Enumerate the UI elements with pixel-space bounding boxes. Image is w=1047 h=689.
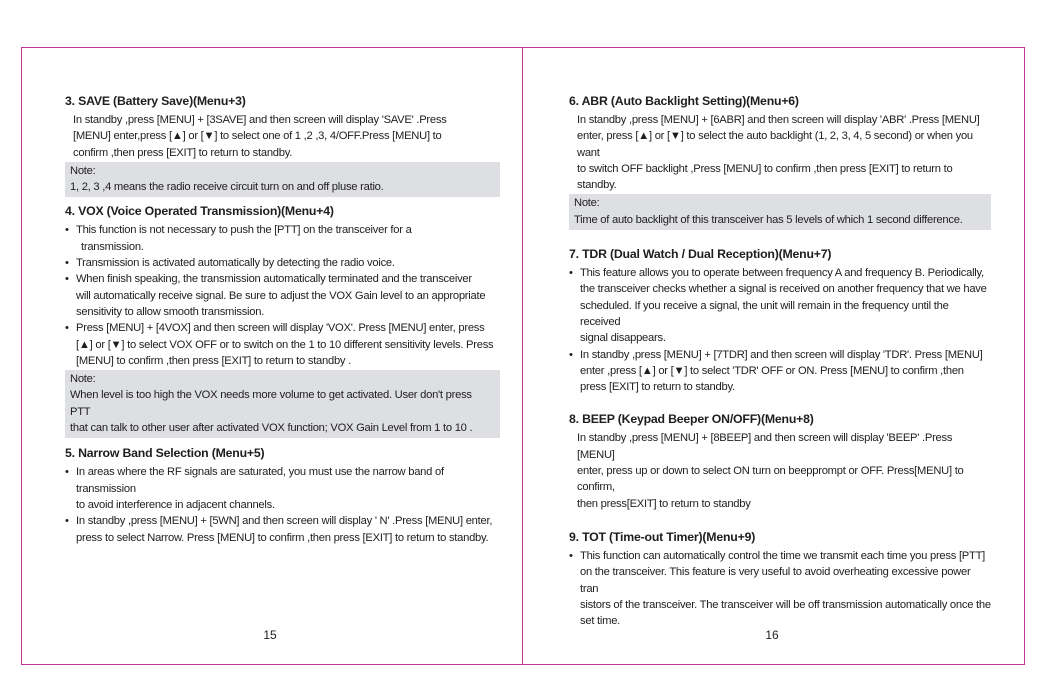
note-text: When level is too high the VOX needs more volume to get activated. User don't press PTT [70,389,472,418]
text-line: set time. [580,615,621,628]
text-line: scheduled. If you receive a signal, the unit will remain in the frequency until the received [580,299,949,328]
text-line: to switch OFF backlight ,Press [MENU] to confirm ,then press [EXIT] to return to standby. [577,162,953,192]
text-line: the transceiver checks whether a signal is received on another frequency that we have [580,283,987,296]
bullet-item [569,548,991,564]
section-heading: 3. SAVE (Battery Save)(Menu+3) [65,94,246,108]
section-heading: 9. TOT (Time-out Timer)(Menu+9) [569,529,756,544]
text-line: In areas where the RF signals are saturated, you must use the narrow band of transmission [76,466,444,495]
text-line: In standby ,press [MENU] + [7TDR] and then screen will display 'TDR'. Press [MENU] [580,348,983,361]
text-line: This feature allows you to operate between frequency A and frequency B. Periodically, [580,267,984,280]
text-line: In standby ,press [MENU] + [5WN] and then screen will display ' N' .Press [MENU] enter, [76,515,493,528]
section-heading: 5. Narrow Band Selection (Menu+5) [65,446,265,461]
text-line: to avoid interference in adjacent channels. [76,498,275,511]
text-line: Transmission is activated automatically by detecting the radio voice. [76,257,395,270]
bullet-icon: • [65,515,69,528]
text-line: enter ,press [▲] or [▼] to select 'TDR' OFF or ON. Press [MENU] to confirm ,then [580,364,964,377]
text-line: then press[EXIT] to return to standby [577,497,751,510]
section-tdr [569,247,991,395]
bullet-icon: • [65,273,69,286]
text-line: will automatically receive signal. Be sure to adjust the VOX Gain level to an appropriate [76,289,486,302]
text-line: This function is not necessary to push the [PTT] on the transceiver for a [76,224,412,237]
left-page [65,94,500,546]
note-label: Note: [70,373,96,386]
section-heading: 8. BEEP (Keypad Beeper ON/OFF)(Menu+8) [569,412,814,427]
note-box [569,194,991,230]
note-box [65,370,500,438]
text-line: In standby ,press [MENU] + [6ABR] and then screen will display 'ABR' .Press [MENU] [577,114,980,126]
text-line: [MENU] to confirm ,then press [EXIT] to return to standby . [76,354,351,367]
bullet-icon: • [569,348,573,361]
bullet-icon: • [569,267,573,280]
page-number: 16 [765,628,779,642]
bullet-item [65,464,500,513]
text-line: transmission. [81,240,144,253]
text-line: enter, press [▲] or [▼] to select the auto backlight (1, 2, 3, 4, 5 second) or when you want [577,130,973,159]
bullet-item [65,271,500,320]
text-line: on the transceiver. This feature is very useful to avoid overheating excessive power tran [580,566,971,595]
note-text: Time of auto backlight of this transceiver has 5 levels of which 1 second difference. [574,213,963,226]
section-heading: 4. VOX (Voice Operated Transmission)(Menu+4) [65,204,334,219]
text-line: sensitivity to allow smooth transmission. [76,305,265,318]
bullet-icon: • [569,549,573,562]
text-line: When finish speaking, the transmission automatically terminated and the transceiver [76,273,472,286]
bullet-item [65,222,500,255]
note-label: Note: [70,164,96,177]
note-label: Note: [574,197,600,210]
text-line: sistors of the transceiver. The transceiver will be off transmission automatically once the [580,598,991,611]
section-heading: 7. TDR (Dual Watch / Dual Reception)(Menu+7) [569,247,832,262]
section-save [65,94,500,197]
text-line: enter, press up or down to select ON turn on beepprompt or OFF. Press[MENU] to confirm, [577,465,964,494]
text-line: In standby ,press [MENU] + [8BEEP] and then screen will display 'BEEP' .Press [MENU] [577,432,953,461]
note-text: that can talk to other user after activated VOX function; VOX Gain Level from 1 to 10 . [70,422,473,435]
text-line: press to select Narrow. Press [MENU] to confirm ,then press [EXIT] to return to standby. [76,531,489,544]
section-vox [65,204,500,438]
bullet-icon: • [65,224,69,237]
text-line: signal disappears. [580,332,666,345]
note-box [65,162,500,198]
section-abr [569,94,991,230]
section-heading: 6. ABR (Auto Backlight Setting)(Menu+6) [569,94,799,108]
bullet-item [65,513,500,546]
bullet-icon: • [65,322,69,335]
bullet-icon: • [65,257,69,270]
bullet-item [65,320,500,369]
bullet-icon: • [65,466,69,479]
text-line: In standby ,press [MENU] + [3SAVE] and then screen will display 'SAVE' .Press [73,114,447,126]
bullet-item [569,265,991,346]
section-narrow-band [65,446,500,545]
text-line: This function can automatically control the time we transmit each time you press [PTT] [580,549,986,562]
bullet-item [569,347,991,396]
right-page [569,94,991,629]
text-line: press [EXIT] to return to standby. [580,381,735,394]
text-line: Press [MENU] + [4VOX] and then screen will display 'VOX'. Press [MENU] enter, press [76,322,485,335]
bullet-item [65,255,500,271]
note-text: 1, 2, 3 ,4 means the radio receive circuit turn on and off pluse ratio. [70,181,384,194]
section-tot [569,530,991,629]
page-number: 15 [263,628,277,642]
text-line: confirm ,then press [EXIT] to return to standby. [73,146,293,159]
section-beep [569,412,991,511]
page-divider [522,47,523,665]
text-line: [MENU] enter,press [▲] or [▼] to select one of 1 ,2 ,3, 4/OFF.Press [MENU] to [73,130,442,143]
text-line: [▲] or [▼] to select VOX OFF or to switch on the 1 to 10 different sensitivity levels. Press [76,338,494,351]
